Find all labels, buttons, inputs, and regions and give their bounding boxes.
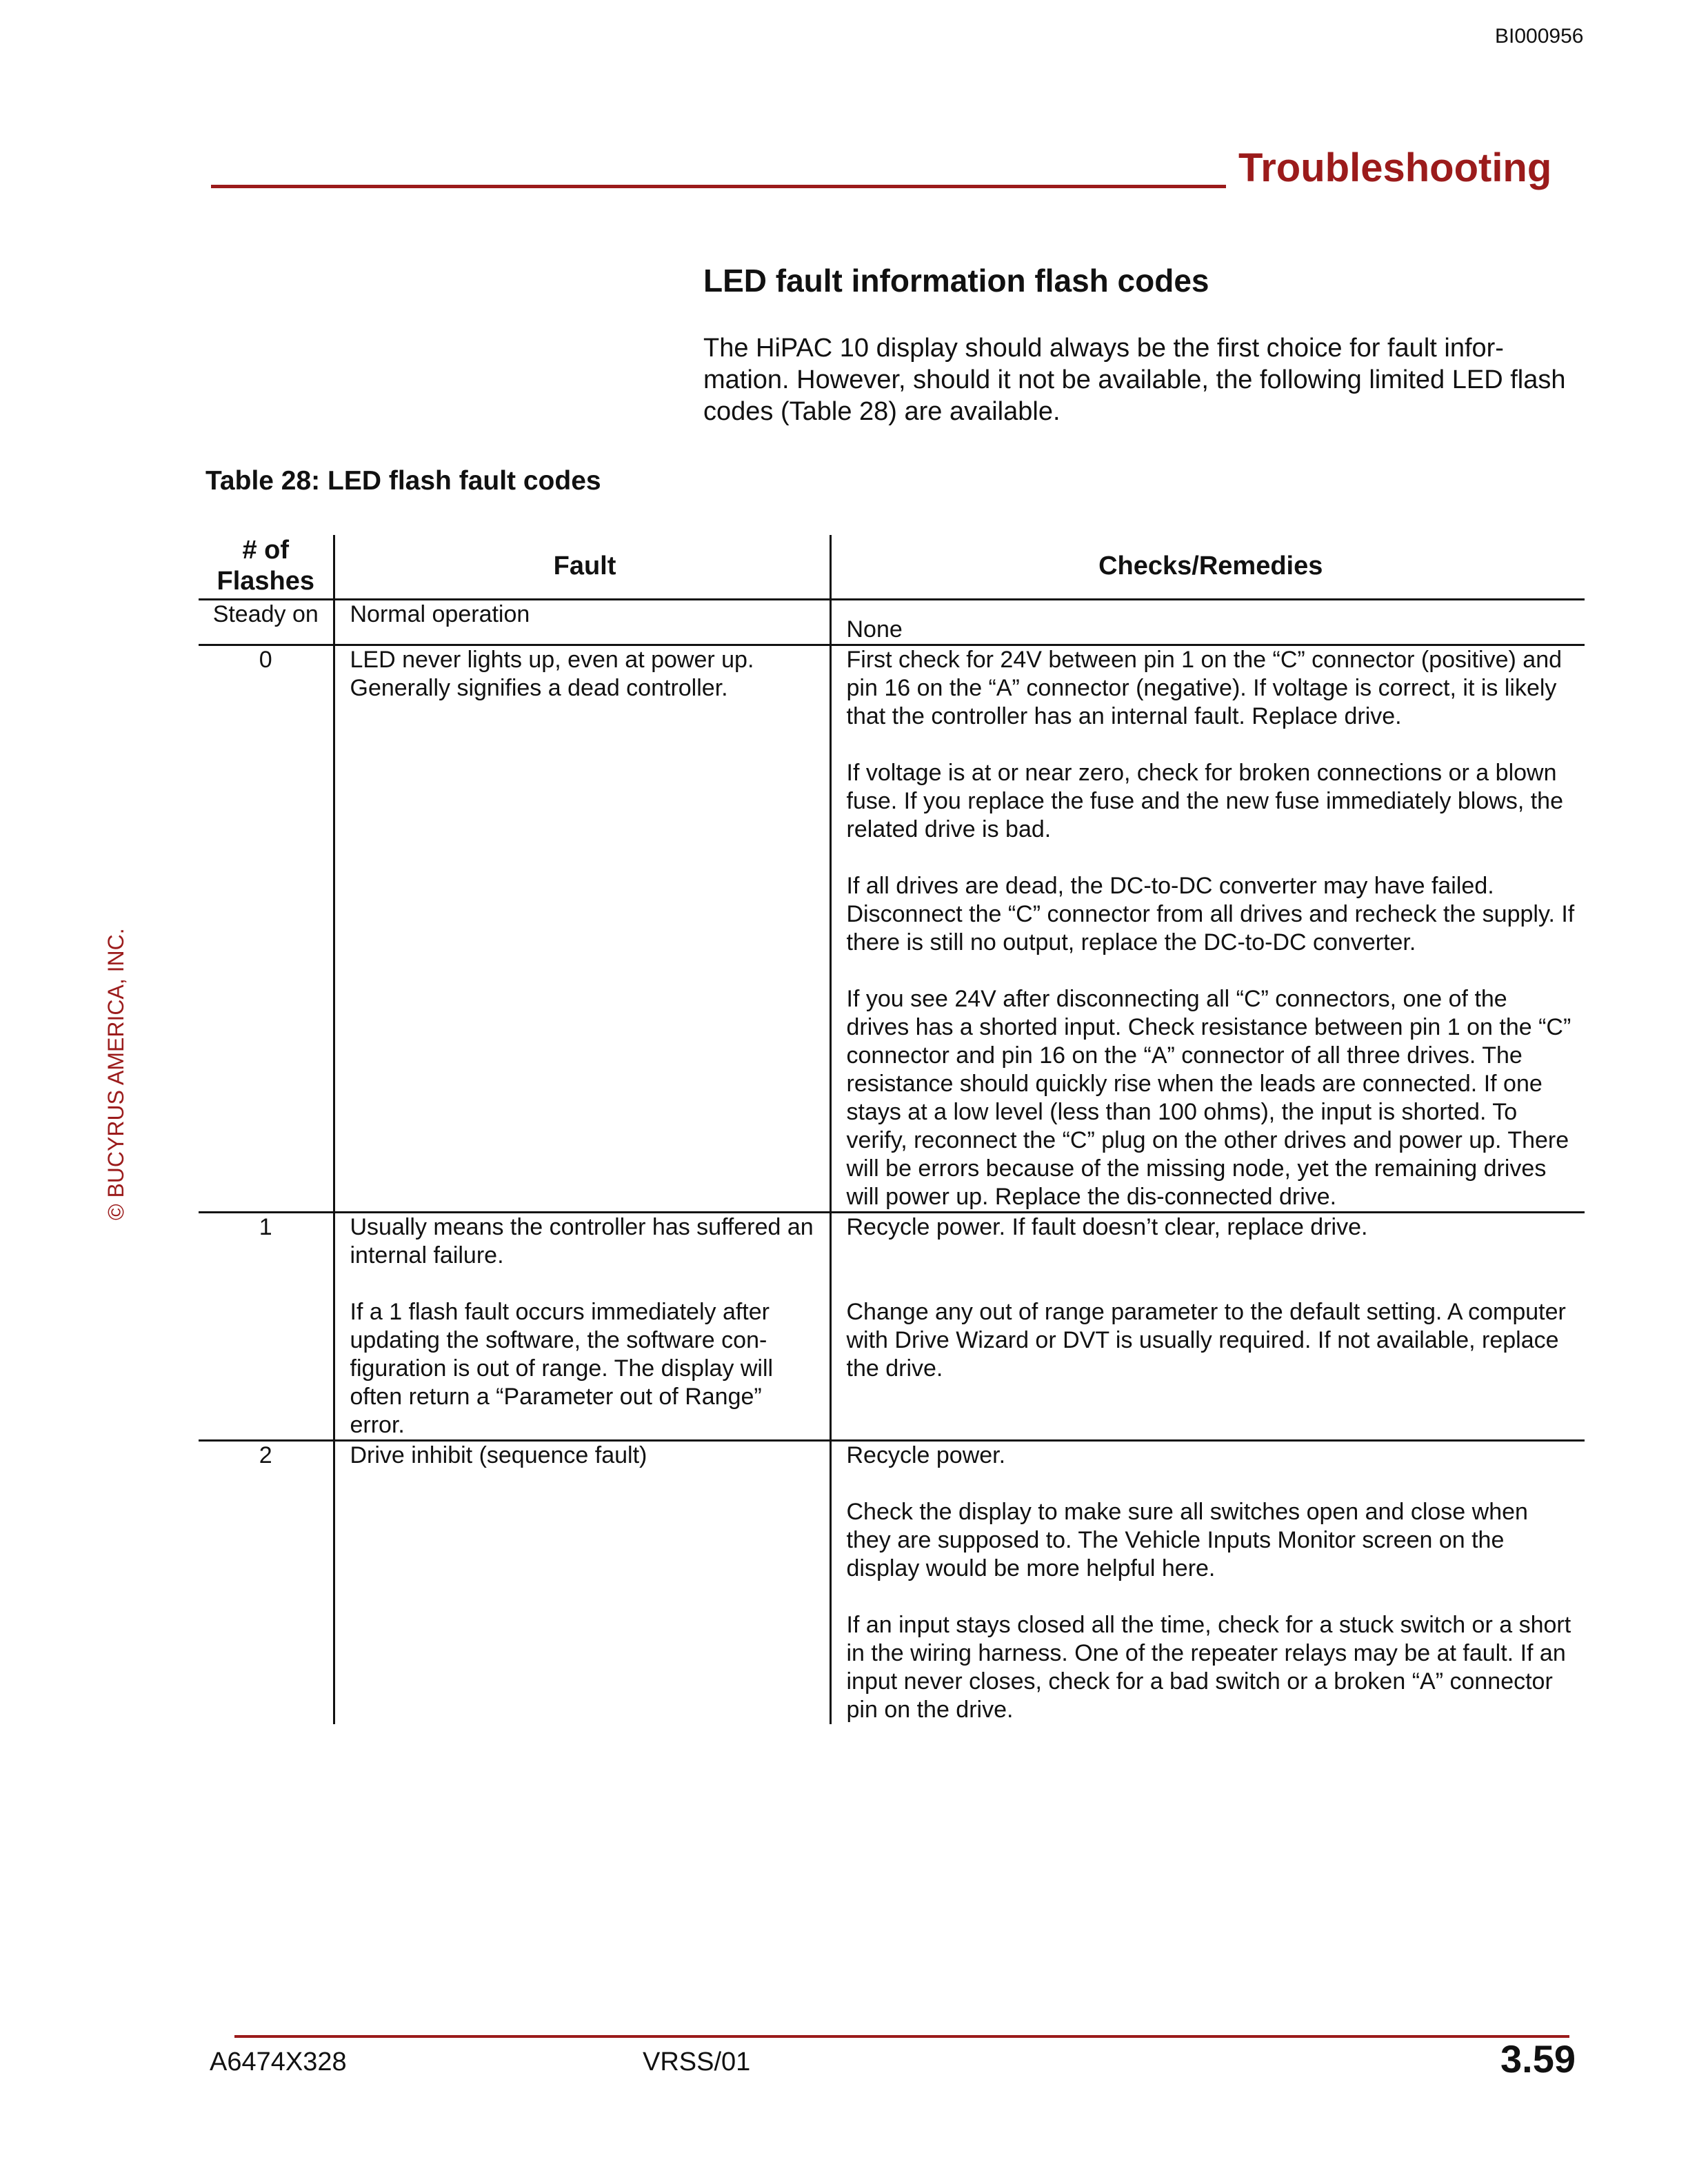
table-row: [199, 1213, 1585, 1441]
fault-text: Drive inhibit (sequence fault): [350, 1442, 647, 1468]
header-rule: [211, 185, 1226, 188]
page-number: 3.59: [1500, 2037, 1576, 2081]
flashes-cell: Steady on: [199, 600, 334, 645]
checks-cell: [830, 1213, 1585, 1441]
section-title: Troubleshooting: [1238, 145, 1552, 190]
side-copyright: © BUCYRUS AMERICA, INC.: [103, 928, 128, 1220]
fault-text: Usually means the controller has suffered an internal failure.: [350, 1214, 814, 1268]
checks-text: Recycle power.: [846, 1442, 1006, 1468]
header-flashes: [199, 535, 334, 600]
fault-cell: [334, 1441, 830, 1725]
checks-text: If all drives are dead, the DC-to-DC converter may have failed. Disconnect the “C” connector from all drives and recheck the supply. If there is still no output, replace the DC-to-DC converter.: [846, 873, 1575, 956]
fault-text: If a 1 flash fault occurs immediately after updating the software, the software con-figuration is out of range. The display will often return a “Parameter out of Range” error.: [350, 1299, 774, 1438]
checks-text: Recycle power. If fault doesn’t clear, replace drive.: [846, 1214, 1368, 1240]
header-flashes-line2: Flashes: [217, 567, 315, 596]
checks-text: If you see 24V after disconnecting all “C” connectors, one of the drives has a shorted input. Check resistance between pin 1 on the “C” connector and pin 16 on the “A” connector of all three drives. The resistance should quickly rise when the leads are connected. If one stays at a low level (less than 100 ohms), the input is shorted. To verify, reconnect the “C” plug on the other drives and power up. There will be errors because of the missing node, yet the remaining drives will power up. Replace the dis-connected drive.: [846, 986, 1571, 1210]
checks-text: None: [846, 616, 903, 643]
table-row: [199, 645, 1585, 1213]
page-heading: LED fault information flash codes: [703, 263, 1209, 299]
table-header-row: [199, 535, 1585, 600]
fault-cell: [334, 600, 830, 645]
header-flashes-line1: # of: [242, 536, 290, 565]
fault-text: LED never lights up, even at power up. Generally signifies a dead controller.: [350, 647, 754, 701]
footer-rule: [234, 2035, 1569, 2038]
table-row: [199, 600, 1585, 645]
fault-text: Normal operation: [350, 601, 530, 627]
flashes-cell: 0: [199, 645, 334, 1213]
fault-cell: [334, 1213, 830, 1441]
checks-cell: [830, 645, 1585, 1213]
flashes-cell: 1: [199, 1213, 334, 1441]
document-id: BI000956: [1495, 25, 1584, 48]
table-caption: Table 28: LED flash fault codes: [205, 466, 601, 496]
checks-text: If voltage is at or near zero, check for broken connections or a blown fuse. If you replace the fuse and the new fuse immediately blows, the related drive is bad.: [846, 760, 1563, 842]
footer-doc-number: A6474X328: [210, 2048, 347, 2076]
intro-paragraph: The HiPAC 10 display should always be the first choice for fault infor-mation. However, should it not be available, the following limited LED flash codes (Table 28) are available.: [703, 334, 1566, 426]
flash-codes-table: [199, 535, 1585, 1724]
checks-cell: [830, 1441, 1585, 1725]
checks-text: Change any out of range parameter to the default setting. A computer with Drive Wizard or DVT is usually required. If not available, replace the drive.: [846, 1299, 1566, 1382]
fault-cell: [334, 645, 830, 1213]
checks-text: Check the display to make sure all switches open and close when they are supposed to. The Vehicle Inputs Monitor screen on the display would be more helpful here.: [846, 1499, 1528, 1581]
checks-text: If an input stays closed all the time, check for a stuck switch or a short in the wiring harness. One of the repeater relays may be at fault. If an input never closes, check for a bad switch or a broken “A” connector pin on the drive.: [846, 1612, 1571, 1723]
table-row: [199, 1441, 1585, 1725]
header-fault: Fault: [334, 535, 830, 600]
flashes-cell: 2: [199, 1441, 334, 1725]
checks-cell: [830, 600, 1585, 645]
header-checks: Checks/Remedies: [830, 535, 1585, 600]
checks-text: First check for 24V between pin 1 on the “C” connector (positive) and pin 16 on the “A” connector (negative). If voltage is correct, it is likely that the controller has an internal fault. Replace drive.: [846, 647, 1563, 729]
footer-revision: VRSS/01: [643, 2048, 751, 2076]
